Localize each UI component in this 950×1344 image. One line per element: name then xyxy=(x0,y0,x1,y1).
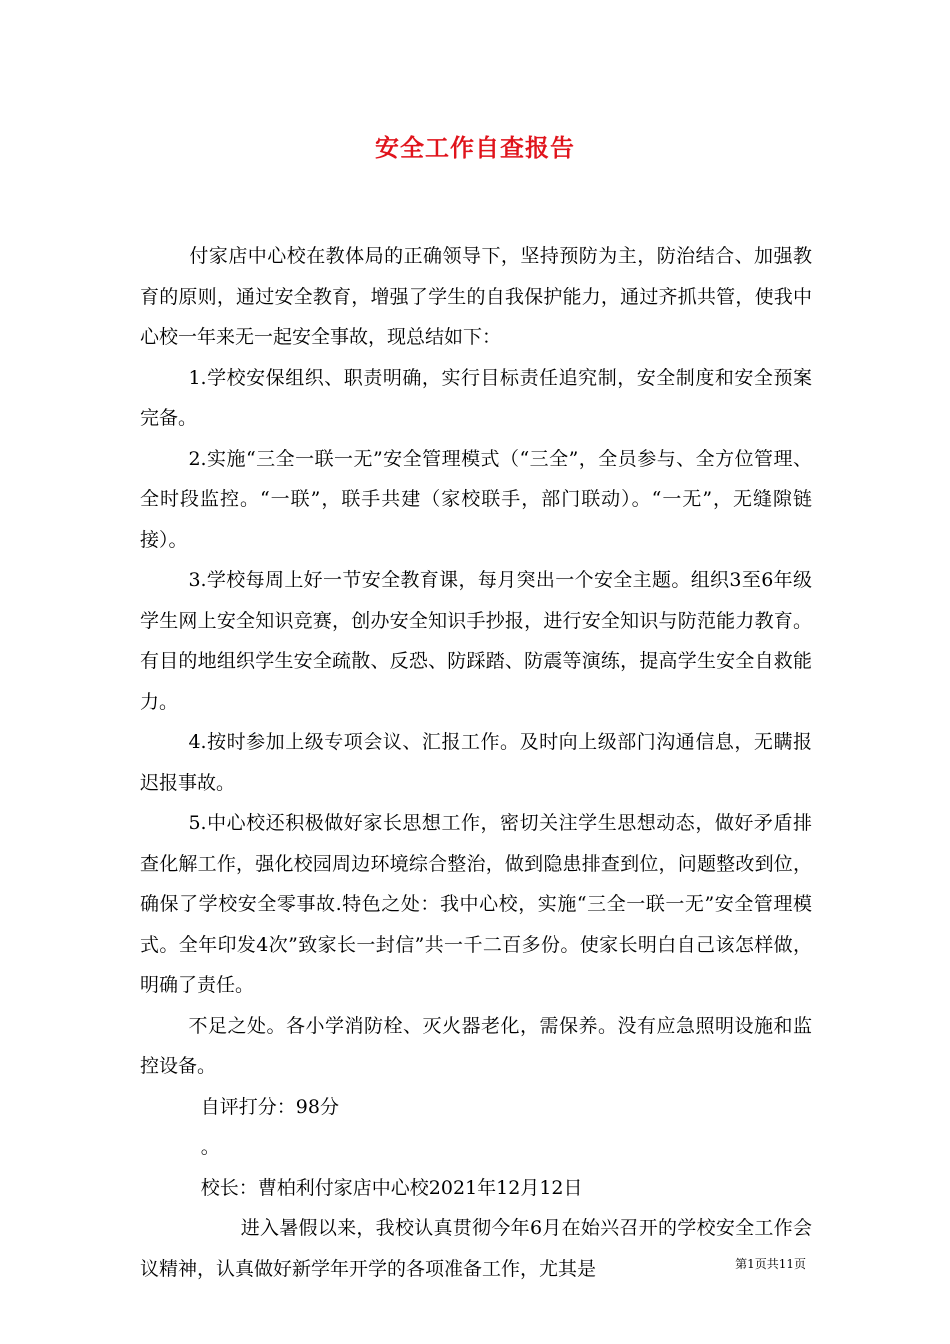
item-1-paragraph: 1.学校安保组织、职责明确，实行目标责任追究制，安全制度和安全预案完备。 xyxy=(140,366,812,429)
signature-line: 校长：曹柏利付家店中心校2021年12月12日 xyxy=(200,1176,583,1199)
document-title: 安全工作自查报告 xyxy=(375,133,575,162)
page-number: 第1页共11页 xyxy=(735,1257,806,1271)
document-body xyxy=(140,236,812,1289)
self-score: 自评打分：98分 xyxy=(200,1095,339,1118)
item-4-paragraph: 4.按时参加上级专项会议、汇报工作。及时向上级部门沟通信息，无瞒报迟报事故。 xyxy=(140,731,812,794)
item-3-paragraph: 3.学校每周上好一节安全教育课，每月突出一个安全主题。组织3至6年级学生网上安全知识竞赛，创办安全知识手抄报，进行安全知识与防范能力教育。有目的地组织学生安全疏散、反恐、防踩踏、防震等演练，提高学生安全自救能力。 xyxy=(140,569,812,713)
intro-paragraph: 付家店中心校在教体局的正确领导下，坚持预防为主，防治结合、加强教育的原则，通过安全教育，增强了学生的自我保护能力，通过齐抓共管，使我中心校一年来无一起安全事故，现总结如下： xyxy=(140,245,812,348)
shortcomings-paragraph: 不足之处。各小学消防栓、灭火器老化，需保养。没有应急照明设施和监控设备。 xyxy=(140,1014,812,1077)
item-2-paragraph: 2.实施“三全一联一无”安全管理模式（“三全”，全员参与、全方位管理、全时段监控。“一联”，联手共建（家校联手，部门联动）。“一无”，无缝隙链接）。 xyxy=(140,447,812,551)
item-5-paragraph: 5.中心校还积极做好家长思想工作，密切关注学生思想动态，做好矛盾排查化解工作，强化校园周边环境综合整治，做到隐患排查到位，问题整改到位，确保了学校安全零事故.特色之处：我中心校，实施“三全一联一无”安全管理模式。全年印发4次”致家长一封信”共一千二百多份。使家长明白自己该怎样做，明确了责任。 xyxy=(140,812,812,996)
continuation-paragraph: 进入暑假以来，我校认真贯彻今年6月在始兴召开的学校安全工作会议精神，认真做好新学年开学的各项准备工作，尤其是 xyxy=(140,1217,812,1280)
stray-period: 。 xyxy=(200,1136,220,1158)
